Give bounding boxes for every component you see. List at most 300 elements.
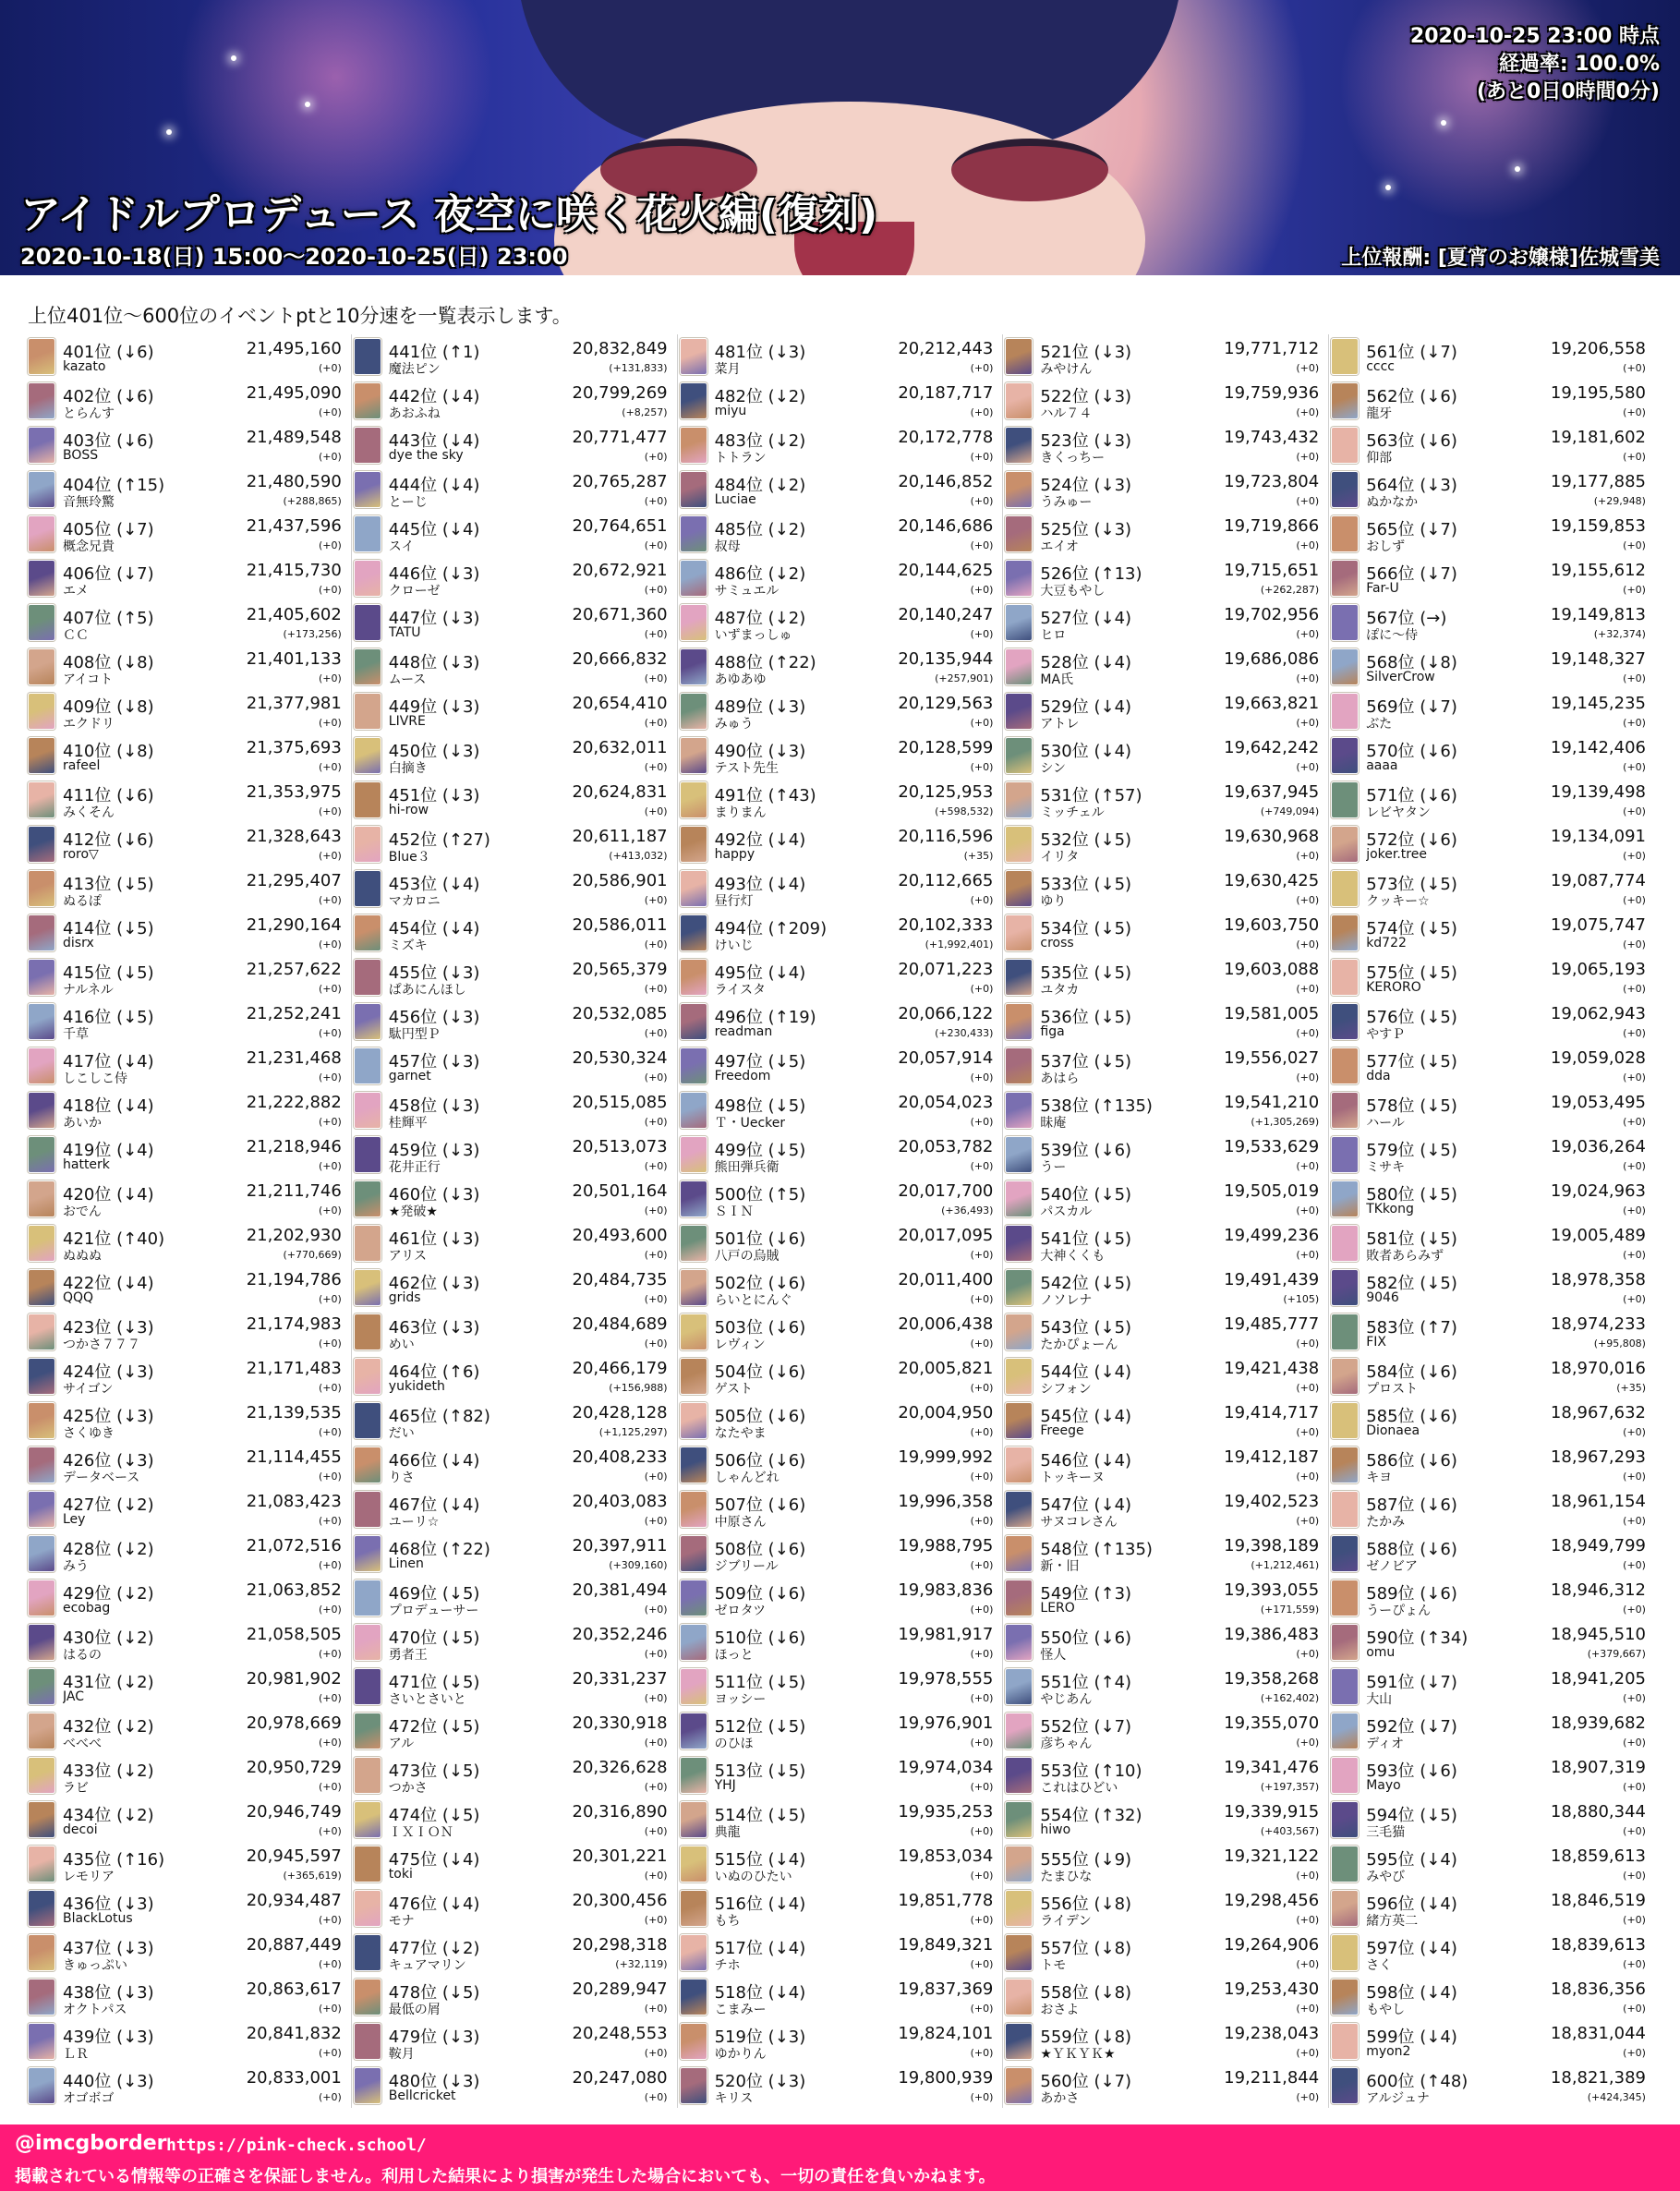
event-points: 18,949,799 [1550, 1536, 1646, 1555]
rank-label: 429位 (↓2) [63, 1584, 154, 1604]
ranking-entry [1329, 1398, 1650, 1443]
ranking-entry [26, 778, 345, 822]
entry-info [63, 1886, 345, 1931]
rank-label: 588位 (↓6) [1366, 1540, 1457, 1559]
player-name: ライスタ [714, 983, 767, 998]
entry-info [389, 1798, 671, 1842]
ten-minute-speed: (+0) [1296, 2047, 1320, 2059]
player-name: いぬのひたい [714, 1870, 792, 1884]
site-link[interactable]: https://pink-check.school/ [166, 2136, 427, 2155]
event-points: 19,053,495 [1550, 1093, 1646, 1112]
ranking-entry [678, 512, 997, 556]
event-points: 20,565,379 [572, 960, 668, 979]
entry-info [1040, 1354, 1323, 1398]
entry-info [715, 1531, 997, 1576]
event-points: 19,715,651 [1224, 561, 1320, 580]
ranking-entry [26, 999, 345, 1044]
avatar [354, 471, 381, 508]
entry-info [389, 423, 671, 467]
event-points: 18,859,613 [1550, 1846, 1646, 1866]
player-name: パスカル [1040, 1204, 1093, 1219]
event-points: 20,102,333 [898, 915, 994, 935]
event-points: 19,402,523 [1224, 1492, 1320, 1511]
rank-label: 582位 (↓5) [1366, 1274, 1457, 1293]
entry-info [389, 1664, 671, 1709]
rank-label: 509位 (↓6) [714, 1584, 806, 1604]
player-name: dda [1366, 1069, 1391, 1083]
avatar [680, 1358, 707, 1395]
entry-info [389, 1221, 671, 1265]
ten-minute-speed: (+0) [1623, 983, 1646, 995]
entry-info [1366, 1620, 1650, 1664]
rank-label: 456位 (↓3) [388, 1008, 480, 1027]
rank-label: 578位 (↓5) [1366, 1096, 1457, 1116]
event-points: 20,833,001 [246, 2068, 342, 2088]
entry-info [1366, 1443, 1650, 1487]
event-points: 20,887,449 [246, 1935, 342, 1955]
event-points: 20,054,023 [898, 1093, 994, 1112]
rank-label: 425位 (↓3) [63, 1407, 154, 1426]
ranking-entry [1329, 911, 1650, 955]
player-name: ★発破★ [388, 1204, 438, 1219]
player-name: ディオ [1366, 1737, 1405, 1751]
player-name: レモリア [63, 1870, 115, 1884]
ranking-entry [352, 733, 671, 778]
entry-info [389, 512, 671, 556]
avatar [1331, 1535, 1359, 1572]
event-points: 21,328,643 [246, 827, 342, 846]
ten-minute-speed: (+0) [1296, 1338, 1320, 1350]
ten-minute-speed: (+0) [1623, 1160, 1646, 1172]
avatar [1005, 1447, 1033, 1483]
ranking-entry [1003, 1487, 1323, 1531]
event-points: 20,316,890 [572, 1802, 668, 1822]
event-points: 20,140,247 [898, 605, 994, 624]
ten-minute-speed: (+0) [970, 1648, 994, 1660]
event-points: 18,941,205 [1550, 1669, 1646, 1689]
ranking-column [26, 334, 352, 2108]
rank-label: 412位 (↓6) [63, 830, 154, 850]
ranking-entry [678, 556, 997, 600]
rank-label: 529位 (↓4) [1040, 697, 1132, 717]
event-points: 21,377,981 [246, 694, 342, 713]
player-name: YHJ [714, 1778, 736, 1793]
ten-minute-speed: (+0) [318, 1781, 342, 1793]
ten-minute-speed: (+0) [318, 1958, 342, 1970]
rank-label: 575位 (↓5) [1366, 963, 1457, 983]
event-points: 19,686,086 [1224, 649, 1320, 669]
ten-minute-speed: (+0) [970, 406, 994, 418]
entry-info [389, 600, 671, 645]
player-name: ユタカ [1040, 983, 1080, 998]
player-name: うーぴょん [1366, 1604, 1432, 1618]
ten-minute-speed: (+0) [970, 362, 994, 374]
avatar [28, 471, 55, 508]
player-name: データベース [63, 1471, 140, 1485]
event-points: 19,719,866 [1224, 516, 1320, 536]
entry-info [1040, 512, 1323, 556]
ten-minute-speed: (+262,287) [1260, 584, 1320, 596]
avatar [28, 826, 55, 863]
player-name: rafeel [63, 758, 101, 773]
ranking-entry [352, 1088, 671, 1132]
avatar [1005, 1092, 1033, 1129]
entry-info [389, 1975, 671, 2019]
ranking-entry [352, 1886, 671, 1931]
avatar [28, 1003, 55, 1040]
ten-minute-speed: (+0) [1623, 1471, 1646, 1483]
entry-info [715, 1398, 997, 1443]
event-points: 19,935,253 [898, 1802, 994, 1822]
avatar [1331, 737, 1359, 774]
ranking-entry [26, 1398, 345, 1443]
rank-label: 511位 (↓5) [714, 1673, 806, 1692]
avatar [354, 515, 381, 552]
ten-minute-speed: (+0) [970, 1116, 994, 1128]
ranking-entry [1329, 2064, 1650, 2108]
avatar [1331, 693, 1359, 730]
entry-info [389, 1620, 671, 1664]
event-points: 18,974,233 [1550, 1314, 1646, 1334]
event-points: 20,771,477 [572, 428, 668, 447]
ten-minute-speed: (+0) [970, 584, 994, 596]
avatar [28, 693, 55, 730]
entry-info [1366, 1265, 1650, 1310]
event-points: 19,253,430 [1224, 1979, 1320, 1999]
rank-label: 478位 (↓5) [388, 1983, 480, 2003]
rank-label: 436位 (↓3) [63, 1894, 154, 1914]
entry-info [1366, 1044, 1650, 1088]
ranking-entry [352, 1931, 671, 1975]
avatar [1331, 382, 1359, 419]
rank-label: 489位 (↓3) [714, 697, 806, 717]
player-name: KERORO [1366, 980, 1421, 995]
ranking-entry [1329, 1443, 1650, 1487]
ten-minute-speed: (+0) [1623, 1604, 1646, 1616]
ranking-entry [26, 556, 345, 600]
ranking-entry [678, 2019, 997, 2064]
event-points: 21,058,505 [246, 1625, 342, 1644]
avatar [28, 1269, 55, 1306]
avatar [1331, 2067, 1359, 2104]
ten-minute-speed: (+0) [1623, 539, 1646, 551]
ten-minute-speed: (+0) [1623, 1249, 1646, 1261]
avatar [1005, 1313, 1033, 1350]
ranking-entry [26, 689, 345, 733]
event-points: 20,671,360 [572, 605, 668, 624]
avatar [1331, 1890, 1359, 1927]
player-name: 9046 [1366, 1290, 1399, 1305]
event-points: 20,799,269 [572, 383, 668, 403]
event-points: 20,298,318 [572, 1935, 668, 1955]
ranking-entry [26, 822, 345, 866]
player-name: yukideth [388, 1379, 445, 1394]
rank-label: 563位 (↓6) [1366, 431, 1457, 451]
rank-label: 480位 (↓3) [388, 2072, 480, 2091]
ranking-entry [352, 1576, 671, 1620]
event-points: 21,495,160 [246, 339, 342, 358]
player-name: サミュエル [714, 584, 780, 599]
rank-label: 467位 (↓4) [388, 1495, 480, 1515]
ten-minute-speed: (+0) [970, 2047, 994, 2059]
avatar [680, 1624, 707, 1661]
avatar [1005, 1934, 1033, 1971]
entry-info [1366, 1088, 1650, 1132]
event-points: 19,499,236 [1224, 1226, 1320, 1245]
rank-label: 517位 (↓4) [714, 1939, 806, 1958]
avatar [354, 781, 381, 818]
rank-label: 466位 (↓4) [388, 1451, 480, 1471]
rank-label: 562位 (↓6) [1366, 387, 1457, 406]
ten-minute-speed: (+0) [318, 1559, 342, 1571]
entry-info [715, 733, 997, 778]
event-points: 19,238,043 [1224, 2024, 1320, 2043]
player-name: あいか [63, 1116, 102, 1131]
event-points: 18,836,356 [1550, 1979, 1646, 1999]
rank-label: 455位 (↓3) [388, 963, 480, 983]
entry-info [63, 1265, 345, 1310]
entry-info [1366, 512, 1650, 556]
entry-info [1366, 1709, 1650, 1753]
player-name: たかみ [1366, 1515, 1406, 1530]
intro-text: 上位401位～600位のイベントptと10分速を一覧表示します。 [28, 305, 572, 327]
event-points: 19,195,580 [1550, 383, 1646, 403]
entry-info [1366, 1798, 1650, 1842]
ranking-entry [1329, 1487, 1650, 1531]
ranking-entry [678, 1354, 997, 1398]
avatar [680, 1047, 707, 1084]
entry-info [1366, 1664, 1650, 1709]
avatar [28, 648, 55, 685]
rank-label: 447位 (↓3) [388, 609, 480, 628]
ten-minute-speed: (+0) [318, 539, 342, 551]
ten-minute-speed: (+0) [1623, 1027, 1646, 1039]
ranking-entry [1329, 600, 1650, 645]
rank-label: 548位 (↑135) [1040, 1540, 1153, 1559]
rank-label: 550位 (↓6) [1040, 1628, 1132, 1648]
entry-info [389, 334, 671, 379]
event-points: 19,177,885 [1550, 472, 1646, 491]
rank-label: 491位 (↑43) [714, 786, 816, 805]
event-points: 19,988,795 [898, 1536, 994, 1555]
event-points: 20,071,223 [898, 960, 994, 979]
player-name: クローゼ [388, 584, 441, 599]
avatar [1005, 693, 1033, 730]
ranking-entry [1329, 556, 1650, 600]
avatar [1331, 1801, 1359, 1838]
avatar [28, 1092, 55, 1129]
player-name: みう [63, 1559, 89, 1574]
ten-minute-speed: (+8,257) [622, 406, 668, 418]
ranking-entry [1003, 423, 1323, 467]
entry-info [389, 645, 671, 689]
ranking-entry [678, 334, 997, 379]
player-name: Dionaea [1366, 1423, 1420, 1438]
entry-info [1366, 822, 1650, 866]
player-name: テスト先生 [714, 761, 780, 776]
ranking-entry [1003, 2019, 1323, 2064]
player-name: 仰部 [1366, 451, 1393, 466]
avatar [354, 693, 381, 730]
ten-minute-speed: (+0) [1296, 1471, 1320, 1483]
ten-minute-speed: (+0) [318, 2047, 342, 2059]
entry-info [715, 866, 997, 911]
event-points: 19,341,476 [1224, 1758, 1320, 1777]
ranking-entry [352, 645, 671, 689]
entry-info [389, 1265, 671, 1310]
avatar [28, 1447, 55, 1483]
ten-minute-speed: (+0) [318, 1338, 342, 1350]
rank-label: 460位 (↓3) [388, 1185, 480, 1204]
player-name: ラビ [63, 1781, 89, 1796]
ranking-entry [678, 1177, 997, 1221]
entry-info [63, 1842, 345, 1886]
ten-minute-speed: (+0) [970, 1870, 994, 1882]
player-name: Linen [388, 1556, 424, 1571]
avatar [354, 1491, 381, 1528]
rank-label: 516位 (↓4) [714, 1894, 806, 1914]
banner-illustration-eye-right [951, 139, 1108, 201]
entry-info [715, 689, 997, 733]
rank-label: 526位 (↑13) [1040, 564, 1142, 584]
firework-spark [1385, 185, 1391, 190]
rank-label: 409位 (↓8) [63, 697, 154, 717]
ten-minute-speed: (+32,119) [615, 1958, 668, 1970]
rank-label: 497位 (↓5) [714, 1052, 806, 1071]
avatar [1331, 427, 1359, 464]
entry-info [1040, 1265, 1323, 1310]
ranking-entry [1003, 955, 1323, 999]
event-points: 18,880,344 [1550, 1802, 1646, 1822]
entry-info [63, 1931, 345, 1975]
entry-info [1040, 1798, 1323, 1842]
event-points: 20,403,083 [572, 1492, 668, 1511]
entry-info [63, 1753, 345, 1798]
player-name: ecobag [63, 1601, 111, 1616]
event-points: 19,978,555 [898, 1669, 994, 1689]
event-points: 21,114,455 [246, 1447, 342, 1467]
rank-label: 401位 (↓6) [63, 343, 154, 362]
ten-minute-speed: (+0) [318, 1825, 342, 1837]
ten-minute-speed: (+0) [1623, 1071, 1646, 1083]
ten-minute-speed: (+0) [1296, 1160, 1320, 1172]
ranking-entry [1329, 1975, 1650, 2019]
ten-minute-speed: (+0) [318, 2091, 342, 2103]
event-points: 19,087,774 [1550, 871, 1646, 890]
rank-label: 419位 (↓4) [63, 1141, 154, 1160]
player-name: さいとさいと [388, 1692, 466, 1707]
avatar [1331, 1979, 1359, 2015]
rank-label: 407位 (↑5) [63, 609, 154, 628]
player-name: garnet [388, 1069, 431, 1083]
avatar [1331, 1713, 1359, 1749]
player-name: LERO [1040, 1601, 1075, 1616]
player-name: クッキー☆ [1366, 894, 1430, 909]
rank-label: 457位 (↓3) [388, 1052, 480, 1071]
rank-label: 524位 (↓3) [1040, 476, 1132, 495]
ten-minute-speed: (+0) [970, 1160, 994, 1172]
entry-info [63, 1177, 345, 1221]
event-points: 19,800,939 [898, 2068, 994, 2088]
ranking-entry [26, 423, 345, 467]
rank-label: 541位 (↓5) [1040, 1229, 1132, 1249]
ten-minute-speed: (+0) [644, 1692, 668, 1704]
ranking-entry [1329, 1044, 1650, 1088]
ten-minute-speed: (+0) [1623, 938, 1646, 950]
player-name: たかぴょーん [1040, 1338, 1118, 1352]
ten-minute-speed: (+0) [1623, 362, 1646, 374]
event-points: 20,172,778 [898, 428, 994, 447]
ranking-entry [26, 1487, 345, 1531]
ten-minute-speed: (+0) [1296, 761, 1320, 773]
player-name: アイコト [63, 672, 114, 687]
avatar [680, 1846, 707, 1882]
player-name: roro▽ [63, 847, 99, 862]
ten-minute-speed: (+0) [318, 761, 342, 773]
event-points: 20,116,596 [898, 827, 994, 846]
event-points: 19,981,917 [898, 1625, 994, 1644]
ranking-entry [1329, 1576, 1650, 1620]
entry-info [715, 1044, 997, 1088]
player-name: Freege [1040, 1423, 1084, 1438]
avatar [354, 870, 381, 907]
entry-info [63, 645, 345, 689]
ten-minute-speed: (+0) [318, 1071, 342, 1083]
rank-label: 510位 (↓6) [714, 1628, 806, 1648]
event-points: 21,405,602 [246, 605, 342, 624]
player-name: もち [714, 1914, 741, 1929]
rank-label: 566位 (↓7) [1366, 564, 1457, 584]
player-name: サヌコレさん [1040, 1515, 1118, 1530]
ten-minute-speed: (+0) [644, 2091, 668, 2103]
player-name: ハル７４ [1040, 406, 1093, 421]
avatar [354, 826, 381, 863]
entry-info [63, 778, 345, 822]
ten-minute-speed: (+0) [970, 1071, 994, 1083]
ten-minute-speed: (+0) [1623, 1781, 1646, 1793]
ranking-entry [352, 1265, 671, 1310]
ranking-entry [352, 1620, 671, 1664]
entry-info [63, 556, 345, 600]
twitter-handle[interactable]: @imcgborder [15, 2132, 167, 2155]
player-name: 典龍 [714, 1825, 741, 1840]
rank-label: 487位 (↓2) [714, 609, 806, 628]
entry-info [715, 955, 997, 999]
rank-label: 477位 (↓2) [388, 1939, 480, 1958]
rank-label: 423位 (↓3) [63, 1318, 154, 1338]
player-name: Blue３ [388, 850, 430, 865]
ten-minute-speed: (+0) [644, 451, 668, 463]
player-name: TKkong [1366, 1202, 1414, 1217]
ranking-grid [26, 334, 1655, 2108]
ranking-entry [26, 1798, 345, 1842]
entry-info [1040, 955, 1323, 999]
ten-minute-speed: (+0) [1623, 2047, 1646, 2059]
ten-minute-speed: (+0) [1296, 1027, 1320, 1039]
ranking-entry [26, 1975, 345, 2019]
event-points: 20,300,456 [572, 1891, 668, 1910]
rank-label: 461位 (↓3) [388, 1229, 480, 1249]
ten-minute-speed: (+0) [1623, 1116, 1646, 1128]
player-name: いずまっしゅ [714, 628, 792, 643]
avatar [1005, 427, 1033, 464]
rank-label: 404位 (↑15) [63, 476, 165, 495]
ten-minute-speed: (+0) [644, 894, 668, 906]
ranking-entry [352, 467, 671, 512]
event-points: 20,484,735 [572, 1270, 668, 1289]
entry-info [63, 423, 345, 467]
avatar [1005, 1047, 1033, 1084]
